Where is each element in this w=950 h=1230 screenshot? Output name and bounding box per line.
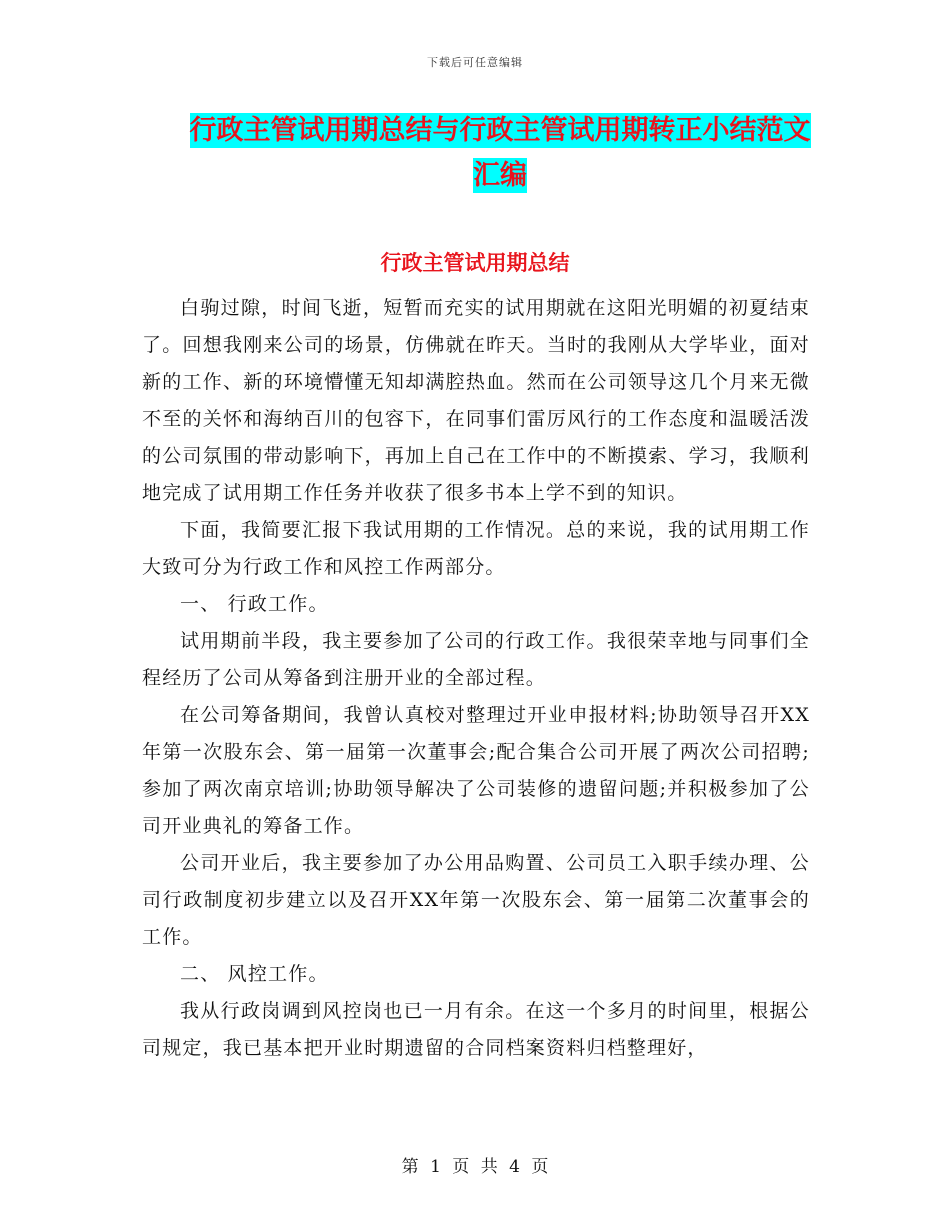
document-title [150, 108, 850, 198]
header-note: 下载后可任意编辑 [427, 56, 523, 69]
paragraph: 下面，我简要汇报下我试用期的工作情况。总的来说，我的试用期工作大致可分为行政工作和风控工作两部分。 [142, 519, 810, 578]
paragraph: 我从行政岗调到风控岗也已一月有余。在这一个多月的时间里，根据公司规定，我已基本把开业时期遗留的合同档案资料归档整理好， [142, 1000, 810, 1059]
paragraph: 在公司筹备期间，我曾认真校对整理过开业申报材料;协助领导召开XX年第一次股东会、第一届第一次董事会;配合集合公司开展了两次公司招聘;参加了两次南京培训;协助领导解决了公司装修的遗留问题;并积极参加了公司开业典礼的筹备工作。 [142, 704, 810, 837]
document-title-line1: 行政主管试用期总结与行政主管试用期转正小结范文 [189, 115, 811, 146]
paragraph: 公司开业后，我主要参加了办公用品购置、公司员工入职手续办理、公司行政制度初步建立以及召开XX年第一次股东会、第一届第二次董事会的工作。 [142, 852, 810, 948]
document-title-line2: 汇编 [473, 160, 527, 191]
paragraph: 一、 行政工作。 [180, 593, 329, 615]
section-title: 行政主管试用期总结 [380, 250, 570, 275]
page-number: 第 1 页 共 4 页 [401, 1157, 549, 1177]
paragraph: 二、 风控工作。 [180, 963, 329, 985]
body-text [142, 290, 810, 1067]
paragraph: 白驹过隙，时间飞逝，短暂而充实的试用期就在这阳光明媚的初夏结束了。回想我刚来公司的场景，仿佛就在昨天。当时的我刚从大学毕业，面对新的工作、新的环境懵懂无知却满腔热血。然而在公司领导这几个月来无微不至的关怀和海纳百川的包容下，在同事们雷厉风行的工作态度和温暖活泼的公司氛围的带动影响下，再加上自己在工作中的不断摸索、学习，我顺利地完成了试用期工作任务并收获了很多书本上学不到的知识。 [142, 297, 810, 504]
paragraph: 试用期前半段，我主要参加了公司的行政工作。我很荣幸地与同事们全程经历了公司从筹备到注册开业的全部过程。 [142, 630, 810, 689]
